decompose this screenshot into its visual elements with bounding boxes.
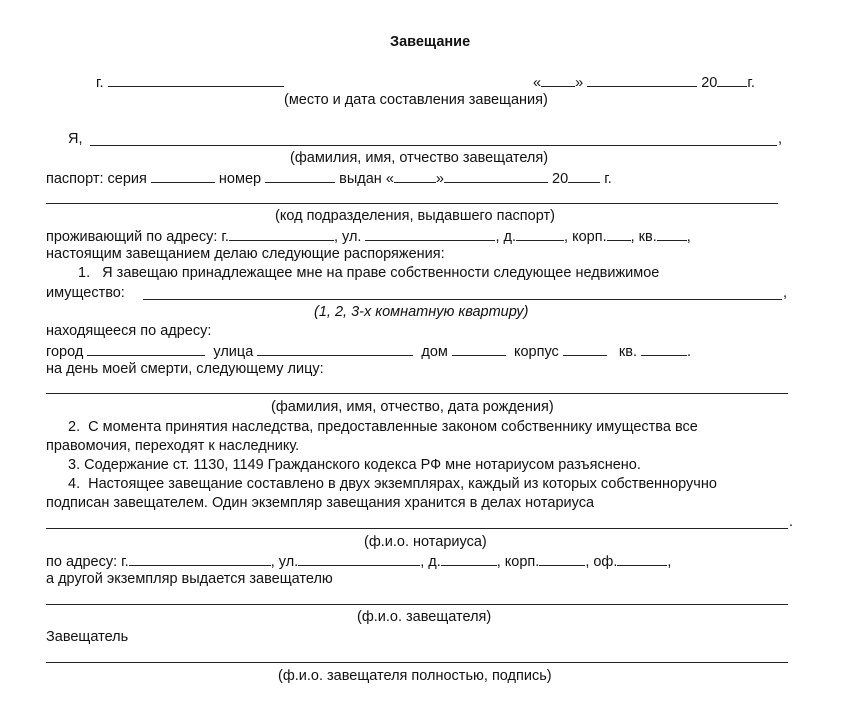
item1-label: имущество: [46,285,125,301]
notary-building-field[interactable] [539,552,585,566]
notary-city-field[interactable] [129,552,271,566]
location-label: находящееся по адресу: [46,323,212,339]
heir-field[interactable] [46,393,788,394]
property-caption: (1, 2, 3-х комнатную квартиру) [314,304,529,320]
residence-flat-label: , кв. [630,229,657,245]
testator-fio-field[interactable] [46,604,788,605]
residence-house-label: , д. [495,229,517,245]
testator-caption: (фамилия, имя, отчество завещателя) [290,150,549,166]
heir-caption: (фамилия, имя, отчество, дата рождения) [271,399,554,415]
city-prefix: г. [96,75,104,91]
notary-house-field[interactable] [441,552,497,566]
item1-comma: , [783,285,788,301]
intro-line: настоящим завещанием делаю следующие распоряжения: [46,246,445,262]
residence-street-field[interactable] [365,227,495,241]
item4-line1: 4. Настоящее завещание составлено в двух экземплярах, каждый из которых собственноручно [68,476,717,492]
notary-name-field[interactable] [46,528,788,529]
item2-line1: 2. С момента принятия наследства, предоставленные законом собственнику имущества все [68,419,698,435]
testator-name-field[interactable] [90,145,777,146]
signature-label: Завещатель [46,629,129,645]
notary-building-label: , корп. [496,554,540,570]
passport-line [46,169,612,188]
notary-office-label: , оф. [585,554,618,570]
property-field[interactable] [143,299,782,300]
testator-comma: , [778,131,783,147]
notary-office-field[interactable] [617,552,667,566]
signature-field[interactable] [46,662,788,663]
location-flat-label: кв. [618,344,637,360]
city-date-line [96,73,284,92]
residence-line [46,227,691,246]
year-suffix: г. [747,75,755,91]
passport-series-field[interactable] [151,169,215,183]
residence-city-field[interactable] [229,227,334,241]
location-line [46,342,691,361]
notary-end: , [667,554,672,570]
item1-line1: 1. Я завещаю принадлежащее мне на праве собственности следующее недвижимое [78,265,660,281]
year-field[interactable] [717,73,747,87]
passport-issuer-field[interactable] [46,203,778,204]
location-building-field[interactable] [563,342,607,356]
testator-fio-caption: (ф.и.о. завещателя) [357,609,492,625]
notary-house-label: , д. [420,554,441,570]
notary-street-field[interactable] [298,552,420,566]
notary-address-line [46,552,671,571]
second-copy-line: а другой экземпляр выдается завещателю [46,571,333,587]
notary-street-label: , ул. [270,554,299,570]
passport-quote-close: » [435,171,444,187]
date-quote-close: » [575,75,584,91]
passport-issued-label: выдан « [339,171,394,187]
document-title: Завещание [390,34,471,50]
residence-flat-field[interactable] [657,227,687,241]
month-field[interactable] [587,73,697,87]
testator-label: Я, [68,131,83,147]
year-prefix: 20 [701,75,718,91]
passport-month-field[interactable] [444,169,548,183]
item4-line2: подписан завещателем. Один экземпляр завещания хранится в делах нотариуса [46,495,595,511]
death-line: на день моей смерти, следующему лицу: [46,361,324,377]
passport-year-prefix: 20 [552,171,569,187]
date-line [533,73,755,92]
notary-address-label: по адресу: г. [46,554,129,570]
notary-caption: (ф.и.о. нотариуса) [364,534,487,550]
city-field[interactable] [108,73,284,87]
location-house-label: дом [421,344,448,360]
passport-series-label: паспорт: серия [46,171,147,187]
residence-end: , [686,229,691,245]
residence-house-field[interactable] [516,227,564,241]
place-date-caption: (место и дата составления завещания) [284,92,548,108]
location-house-field[interactable] [452,342,506,356]
passport-day-field[interactable] [394,169,436,183]
passport-caption: (код подразделения, выдавшего паспорт) [275,208,555,224]
location-building-label: корпус [513,344,559,360]
location-flat-field[interactable] [641,342,687,356]
residence-building-label: , корп. [564,229,607,245]
day-field[interactable] [541,73,575,87]
location-street-label: улица [213,344,254,360]
passport-number-field[interactable] [265,169,335,183]
item2-line2: правомочия, переходят к наследнику. [46,438,300,454]
notary-dot: . [789,514,794,530]
passport-year-field[interactable] [568,169,600,183]
date-quote-open: « [533,75,542,91]
residence-label: проживающий по адресу: г. [46,229,229,245]
residence-building-field[interactable] [607,227,631,241]
location-dot: . [687,344,692,360]
passport-number-label: номер [218,171,262,187]
item3-line: 3. Содержание ст. 1130, 1149 Гражданского кодекса РФ мне нотариусом разъяснено. [68,457,641,473]
passport-year-suffix: г. [604,171,612,187]
location-street-field[interactable] [257,342,413,356]
location-city-field[interactable] [87,342,205,356]
residence-street-label: , ул. [333,229,362,245]
signature-caption: (ф.и.о. завещателя полностью, подпись) [278,668,552,684]
location-city-label: город [46,344,84,360]
